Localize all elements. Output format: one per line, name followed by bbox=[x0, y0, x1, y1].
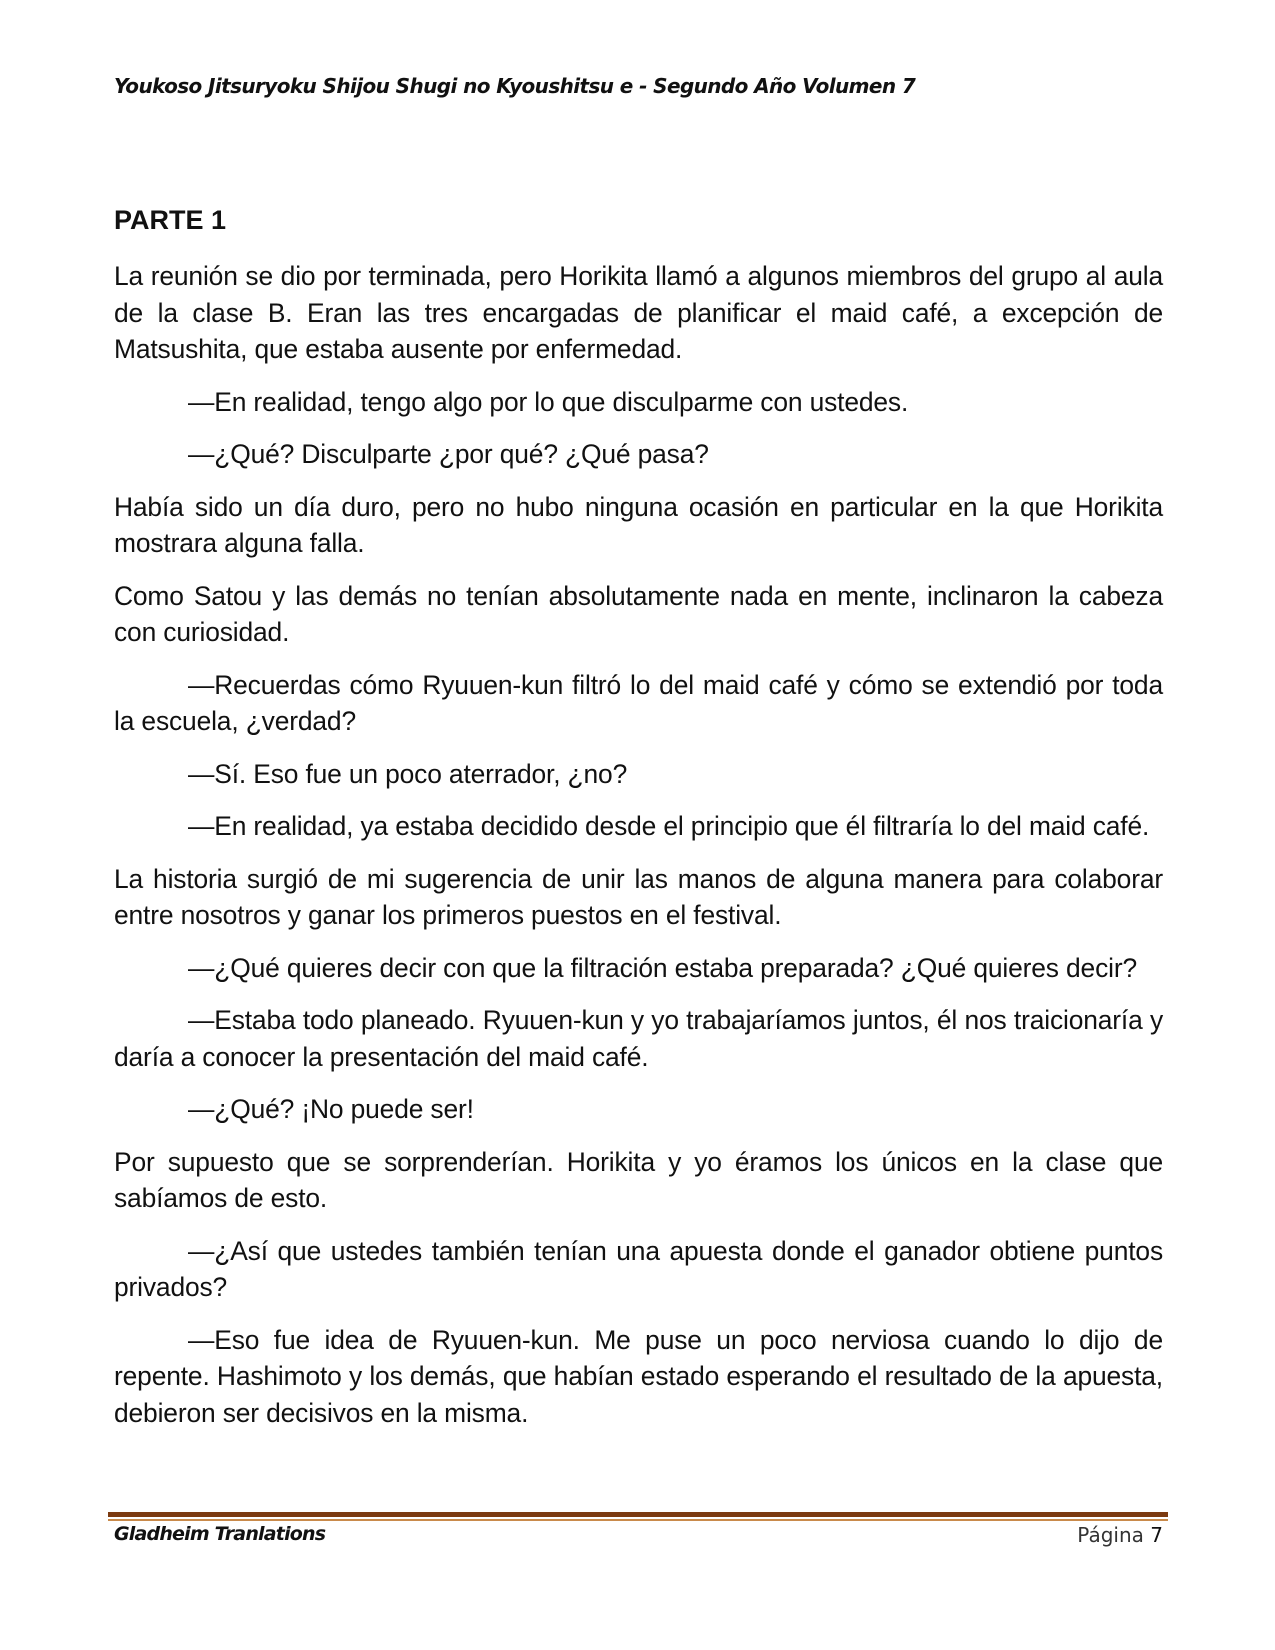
page-label: Página bbox=[1077, 1523, 1144, 1547]
dialogue-paragraph: —¿Qué? ¡No puede ser! bbox=[188, 1094, 474, 1124]
page-body bbox=[114, 196, 1163, 1447]
dialogue-paragraph: —Sí. Eso fue un poco aterrador, ¿no? bbox=[188, 758, 628, 789]
section-heading: PARTE 1 bbox=[114, 205, 227, 235]
paragraph: La historia surgió de mi sugerencia de unir las manos de alguna manera para colaborar entre nosotros y ganar los primeros puestos en el festival. bbox=[114, 863, 1163, 930]
footer-rule-thin bbox=[108, 1519, 1168, 1521]
dialogue-paragraph: —Eso fue idea de Ryuuen-kun. Me puse un poco nerviosa cuando lo dijo de repente. Hashimoto y los demás, que habían estado esperando el resultado de la apuesta, debieron ser decisivos en la misma. bbox=[114, 1324, 1163, 1428]
paragraph: Como Satou y las demás no tenían absolutamente nada en mente, inclinaron la cabeza con curiosidad. bbox=[114, 580, 1163, 647]
dialogue-paragraph: —¿Qué? Disculparte ¿por qué? ¿Qué pasa? bbox=[188, 439, 709, 469]
dialogue-paragraph: —En realidad, ya estaba decidido desde el principio que él filtraría lo del maid café. bbox=[188, 811, 1150, 841]
dialogue-paragraph: —Recuerdas cómo Ryuuen-kun filtró lo del maid café y cómo se extendió por toda la escuela, ¿verdad? bbox=[114, 669, 1163, 736]
footer-rule-thick bbox=[108, 1512, 1168, 1517]
paragraph: Por supuesto que se sorprenderían. Horikita y yo éramos los únicos en la clase que sabíamos de esto. bbox=[114, 1146, 1163, 1213]
dialogue-paragraph: —¿Así que ustedes también tenían una apuesta donde el ganador obtiene puntos privados? bbox=[114, 1235, 1163, 1302]
paragraph: La reunión se dio por terminada, pero Horikita llamó a algunos miembros del grupo al aula de la clase B. Eran las tres encargadas de planificar el maid café, a excepción de Matsushita, que estaba ausente por enfermedad. bbox=[114, 261, 1163, 364]
paragraph: Había sido un día duro, pero no hubo ninguna ocasión en particular en la que Horikita mostrara alguna falla. bbox=[114, 491, 1163, 558]
dialogue-paragraph: —En realidad, tengo algo por lo que disculparme con ustedes. bbox=[188, 386, 909, 417]
page-number-value: 7 bbox=[1150, 1523, 1163, 1547]
dialogue-paragraph: —¿Qué quieres decir con que la filtración estaba preparada? ¿Qué quieres decir? bbox=[188, 952, 1138, 983]
translator-credit: Gladheim Tranlations bbox=[114, 1523, 326, 1545]
running-header: Youkoso Jitsuryoku Shijou Shugi no Kyoushitsu e - Segundo Año Volumen 7 bbox=[114, 74, 916, 98]
page-number bbox=[1077, 1523, 1163, 1547]
dialogue-paragraph: —Estaba todo planeado. Ryuuen-kun y yo trabajaríamos juntos, él nos traicionaría y daría a conocer la presentación del maid café. bbox=[114, 1005, 1163, 1072]
